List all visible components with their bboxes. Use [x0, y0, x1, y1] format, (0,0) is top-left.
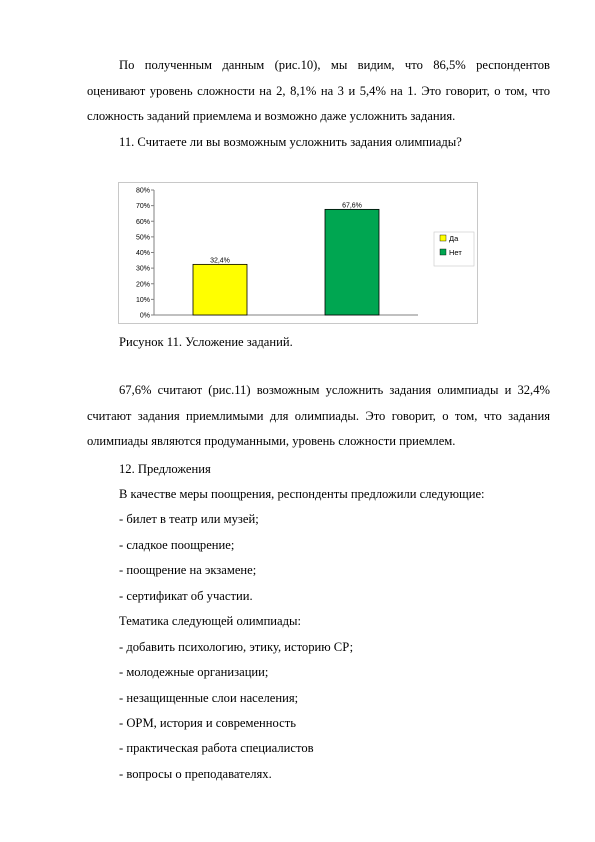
y-tick-label: 70% [135, 203, 150, 211]
legend-label: Да [449, 234, 459, 243]
chart-border [119, 183, 478, 324]
list-item: - поощрение на экзамене; [119, 563, 257, 577]
legend-swatch [440, 235, 446, 241]
y-tick-label: 20% [135, 281, 150, 289]
paragraph-complication-summary: 67,6% считают (рис.11) возможным усложнить задания олимпиады и 32,4% считают задания приемлимыми для олимпиады. Это говорит, о том, что задания олимпиады являются продуманными, уровень сложности приемлем. [87, 383, 550, 448]
figure-caption: Рисунок 11. Усложение заданий. [119, 335, 293, 349]
y-tick-label: 80% [135, 187, 150, 195]
bar-value-label: 32,4% [210, 257, 230, 265]
list-item: - молодежные организации; [119, 665, 269, 679]
bar-net [325, 209, 379, 315]
y-tick-label: 30% [135, 265, 150, 273]
legend-swatch [440, 249, 446, 255]
list-item: - билет в театр или музей; [119, 512, 259, 526]
list-item: - ОРМ, история и современность [119, 716, 296, 730]
list-item: - незащищенные слои населения; [119, 691, 299, 705]
list-item: - вопросы о преподавателях. [119, 767, 272, 781]
list-item: - сладкое поощрение; [119, 538, 235, 552]
paragraph-rating-summary: По полученным данным (рис.10), мы видим, что 86,5% респондентов оценивают уровень сложности на 2, 8,1% на 3 и 5,4% на 1. Это говорит, о том, что сложность заданий приемлема и возможно даже усложнить задания. [87, 58, 550, 123]
list-item: - практическая работа специалистов [119, 741, 314, 755]
list-item: 12. Предложения [119, 462, 211, 476]
bar-value-label: 67,6% [342, 202, 362, 210]
chart-legend [434, 232, 474, 266]
bar-chart-complication [118, 182, 478, 324]
question-11: 11. Считаете ли вы возможным усложнить задания олимпиады? [119, 135, 462, 149]
list-item: В качестве меры поощрения, респонденты предложили следующие: [119, 487, 485, 501]
legend-label: Нет [449, 248, 462, 257]
y-tick-label: 10% [135, 296, 150, 304]
y-tick-label: 60% [135, 218, 150, 226]
y-tick-label: 40% [135, 250, 150, 257]
y-tick-label: 50% [135, 234, 150, 242]
y-tick-label: 0% [139, 312, 150, 320]
list-item: - добавить психологию, этику, историю СР; [119, 640, 354, 654]
bar-da [193, 264, 247, 315]
list-item: Тематика следующей олимпиады: [119, 614, 302, 628]
list-item: - сертификат об участии. [119, 589, 253, 603]
